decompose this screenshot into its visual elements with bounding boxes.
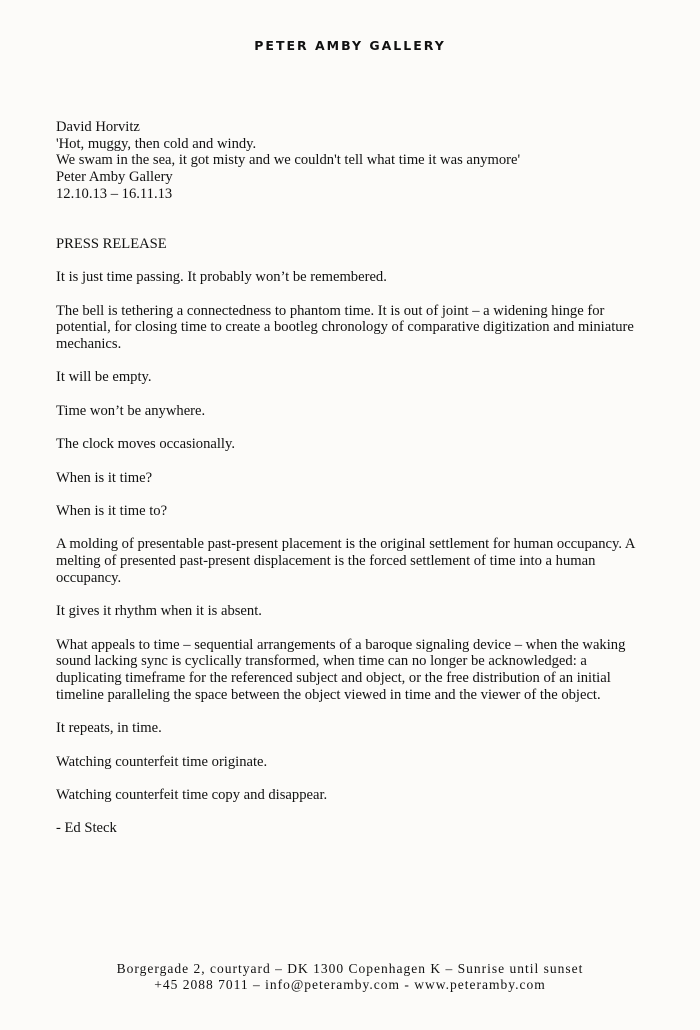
exhibition-info	[56, 119, 652, 203]
paragraph: A molding of presentable past-present placement is the original settlement for human occupancy. A melting of presented past-present displacement is the forced settlement of time into a human occupancy.	[56, 536, 635, 586]
paragraph: Watching counterfeit time copy and disappear.	[56, 786, 328, 803]
press-release-heading: PRESS RELEASE	[56, 235, 167, 252]
artist-name: David Horvitz	[56, 119, 140, 135]
footer-address: Borgergade 2, courtyard – DK 1300 Copenhagen K – Sunrise until sunset	[116, 961, 584, 976]
exhibition-title-line-2: We swam in the sea, it got misty and we couldn't tell what time it was anymore'	[56, 152, 521, 169]
exhibition-dates: 12.10.13 – 16.11.13	[56, 185, 173, 202]
venue-name: Peter Amby Gallery	[56, 169, 173, 186]
paragraph: The bell is tethering a connectedness to phantom time. It is out of joint – a widening hinge for potential, for closing time to create a bootleg chronology of comparative digitization and miniature mechanics.	[56, 302, 634, 353]
paragraph: When is it time to?	[56, 503, 168, 520]
exhibition-title-line-1: 'Hot, muggy, then cold and windy.	[56, 135, 257, 152]
document-body	[56, 119, 652, 837]
press-release-text	[56, 269, 652, 837]
paragraph: It repeats, in time.	[56, 720, 162, 737]
paragraph: It gives it rhythm when it is absent.	[56, 603, 262, 620]
gallery-name-header: PETER AMBY GALLERY	[254, 38, 446, 53]
paragraph: The clock moves occasionally.	[56, 436, 235, 453]
footer-contact: +45 2088 7011 – info@peteramby.com - www.peteramby.com	[154, 976, 546, 992]
author-signature: - Ed Steck	[56, 820, 117, 837]
gallery-footer	[0, 961, 700, 992]
paragraph: It is just time passing. It probably won’t be remembered.	[56, 269, 387, 286]
paragraph: What appeals to time – sequential arrangements of a baroque signaling device – when the waking sound lacking sync is cyclically transformed, when time can no longer be acknowledged: a duplicating timeframe for the referenced subject and object, or the free distribution of an initial timeline paralleling the space between the object viewed in time and the viewer of the object.	[56, 636, 626, 703]
paragraph: Time won’t be anywhere.	[56, 402, 206, 419]
paragraph: When is it time?	[56, 469, 153, 486]
paragraph: Watching counterfeit time originate.	[56, 753, 268, 770]
paragraph: It will be empty.	[56, 369, 152, 386]
